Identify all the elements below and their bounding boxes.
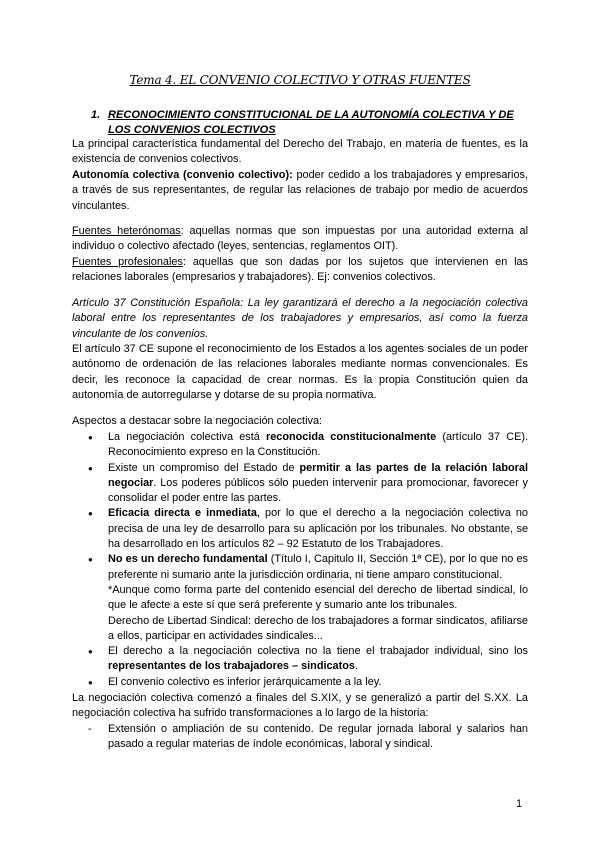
dash-list-item — [72, 722, 528, 753]
articulo-quote: Artículo 37 Constitución Española: La ley garantizará el derecho a la negociación colectiva laboral entre los representantes de los trabajadores y empresarios, así como la fuerza vinculante de los convenios. — [72, 297, 528, 340]
list-item: ● El convenio colectivo es inferior jerárquicamente a la ley. — [72, 675, 528, 690]
autonomia-text: poder cedido a los trabajadores y empresarios, a través de sus representantes, de regular las relaciones de trabajo por medio de acuerdos vinculantes. — [72, 169, 528, 212]
dash-list-text: Extensión o ampliación de su contenido. De regular jornada laboral y salarios han pasado a regular materias de índole económicas, laboral y sindical. — [108, 723, 528, 751]
list-item: ● Existe un compromiso del Estado de permitir a las partes de la relación laboral negociar. Los poderes públicos sólo pueden intervenir para promocionar, favorecer y consolidar el poder entre las partes. — [72, 461, 528, 507]
section-heading — [91, 108, 531, 137]
fuentes-heteronomas-paragraph — [72, 224, 528, 255]
intro-paragraph: La principal característica fundamental del Derecho del Trabajo, en materia de fuentes, es la existencia de convenios colectivos. — [72, 138, 528, 166]
fuentes-profesionales-term: Fuentes profesionales — [72, 256, 183, 268]
autonomia-paragraph — [72, 168, 528, 214]
fuentes-profesionales-paragraph — [72, 255, 528, 286]
fuentes-profesionales-text: : aquellas que son dadas por los sujetos que intervienen en las relaciones laborales (empresarios y trabajadores). Ej: convenios colectivos. — [72, 256, 528, 284]
fuentes-heteronomas-term: Fuentes heterónomas — [72, 225, 181, 237]
page-number: 1 — [516, 798, 523, 810]
list-item: ● La negociación colectiva está reconocida constitucionalmente (artículo 37 CE). Reconocimiento expreso en la Constitución. — [72, 430, 528, 461]
autonomia-term: Autonomía colectiva (convenio colectivo): — [72, 169, 293, 181]
document-title: Tema 4. EL CONVENIO COLECTIVO Y OTRAS FUENTES — [129, 73, 471, 87]
list-item: ● No es un derecho fundamental (Título I, Capitulo II, Sección 1ª CE), por lo que no es preferente ni sumario ante la jurisdicción ordinaria, ni tiene amparo constitucional. *Aunque como forma parte del contenido esencial del derecho de libertad sindical, lo que le afecte a este sí que será preferente y sumario ante los tribunales. Derecho de Libertad Sindical: derecho de los trabajadores a formar sindicatos, afiliarse a ellos, participar en actividades sindicales... — [72, 552, 528, 644]
list-item: ● Eficacia directa e inmediata, por lo que el derecho a la negociación colectiva no precisa de una ley de desarrollo para su aplicación por los tribunales. No obstante, se ha desarrollado en los artículos 82 – 92 Estatuto de los Trabajadores. — [72, 506, 528, 552]
fuentes-heteronomas-text: : aquellas normas que son impuestas por una autoridad externa al individuo o colectivo afectado (leyes, sentencias, reglamentos OIT). — [72, 225, 528, 253]
section-number: 1. — [91, 109, 101, 121]
aspectos-intro: Aspectos a destacar sobre la negociación colectiva: — [72, 415, 323, 427]
articulo-paragraph: El artículo 37 CE supone el reconocimiento de los Estados a los agentes sociales de un poder autónomo de ordenación de las relaciones laborales mediante normas convencionales. Es decir, les reconoce la capacidad de crear normas. Es la propia Constitución quien da autonomía de autorregularse y dotarse de su propia normativa. — [72, 343, 528, 401]
list-item-note: *Aunque como forma parte del contenido esencial del derecho de libertad sindical, lo que le afecte a este sí que será preferente y sumario ante los tribunales. — [108, 583, 528, 612]
section-heading-text: RECONOCIMIENTO CONSTITUCIONAL DE LA AUTONOMÍA COLECTIVA Y DE LOS CONVENIOS COLECTIVOS — [108, 109, 514, 136]
historia-paragraph: La negociación colectiva comenzó a finales del S.XIX, y se generalizó a partir del S.XX. La negociación colectiva ha sufrido transformaciones a lo largo de la historia: — [72, 692, 528, 720]
aspectos-list — [72, 430, 528, 690]
list-item: ● El derecho a la negociación colectiva no la tiene el trabajador individual, sino los representantes de los trabajadores – sindicatos. — [72, 644, 528, 675]
list-item-note: Derecho de Libertad Sindical: derecho de los trabajadores a formar sindicatos, afiliarse a ellos, participar en actividades sindicales... — [108, 614, 528, 642]
dash-marker: - — [88, 723, 92, 735]
